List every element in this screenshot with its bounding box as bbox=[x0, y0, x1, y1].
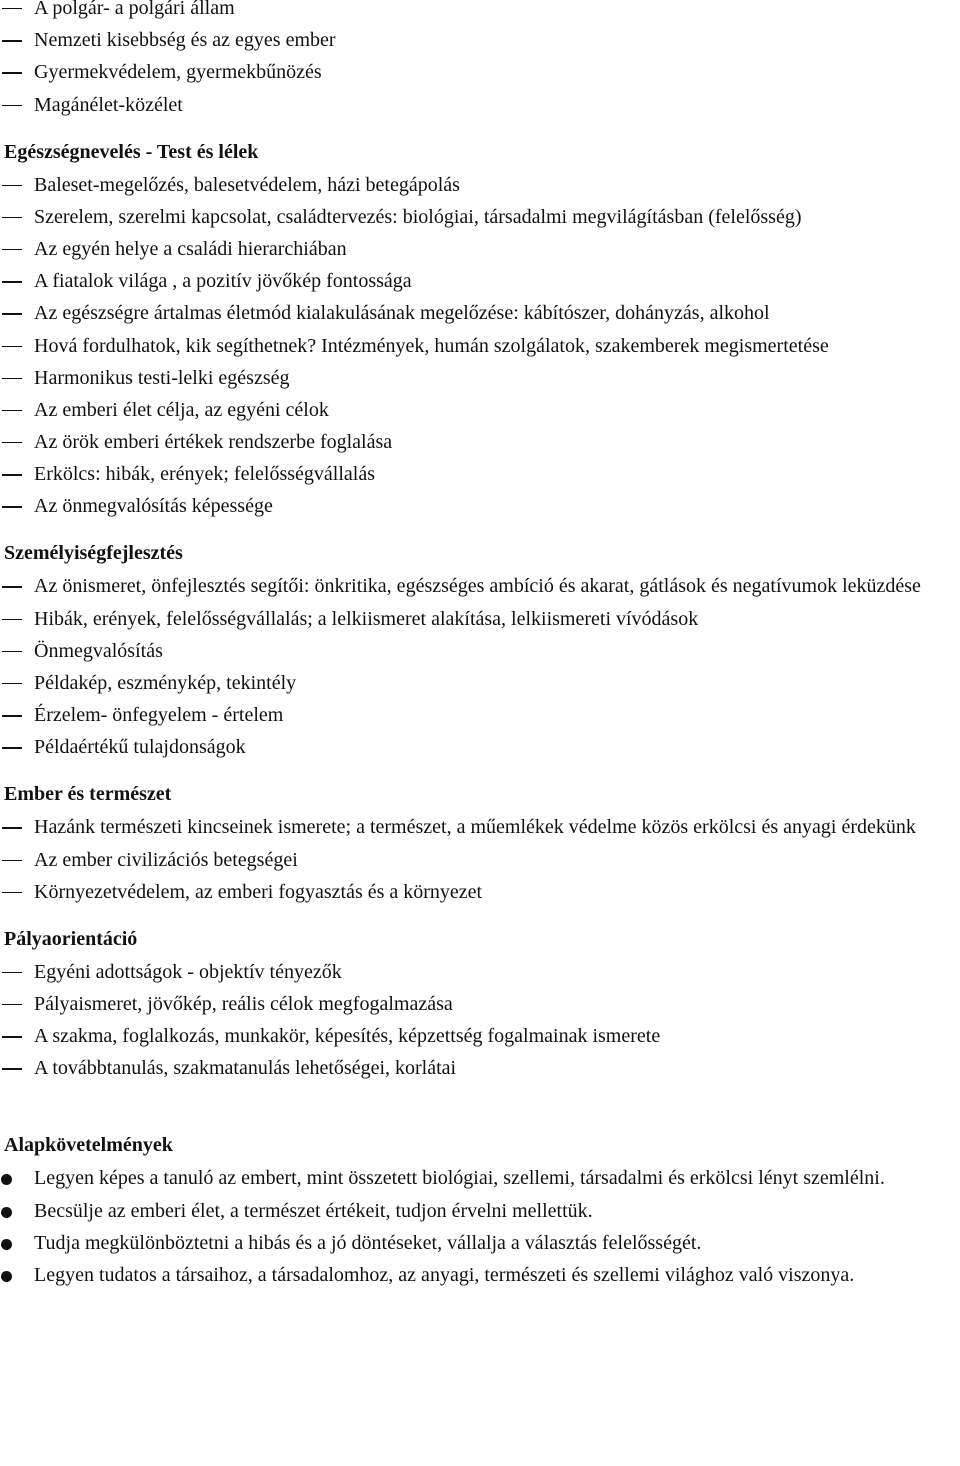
szemelyiseg-list bbox=[0, 572, 958, 762]
list-item: Becsülje az emberi élet, a természet értékeit, tudjon érvelni mellettük. bbox=[34, 1199, 593, 1222]
list-item: A fiatalok világa , a pozitív jövőkép fontossága bbox=[34, 270, 412, 293]
list-item: Egyéni adottságok - objektív tényezők bbox=[34, 960, 342, 983]
list-item: Önmegvalósítás bbox=[34, 639, 163, 662]
list-item: Példaértékű tulajdonságok bbox=[34, 736, 246, 759]
list-item: Az ember civilizációs betegségei bbox=[34, 848, 298, 871]
list-item: Magánélet-közélet bbox=[34, 93, 183, 116]
intro-list bbox=[0, 0, 958, 120]
list-item: Az örök emberi értékek rendszerbe foglalása bbox=[34, 431, 393, 454]
list-item: Példakép, eszménykép, tekintély bbox=[34, 672, 297, 694]
list-item: A szakma, foglalkozás, munkakör, képesítés, képzettség fogalmainak ismerete bbox=[34, 1025, 661, 1048]
ember-termeszet-list bbox=[0, 813, 958, 906]
list-item: Az önmegvalósítás képessége bbox=[34, 495, 273, 518]
list-item: Környezetvédelem, az emberi fogyasztás és a környezet bbox=[34, 880, 483, 903]
list-item: Nemzeti kisebbség és az egyes ember bbox=[34, 29, 336, 52]
section-heading-ember-termeszet: Ember és természet bbox=[4, 783, 172, 806]
list-item: Az egészségre ártalmas életmód kialakulásának megelőzése: kábítószer, dohányzás, alkohol bbox=[34, 302, 770, 325]
list-item: Az emberi élet célja, az egyéni célok bbox=[34, 398, 329, 421]
list-item: Az önismeret, önfejlesztés segítői: önkritika, egészséges ambíció és akarat, gátlások és negatívumok leküzdése bbox=[34, 575, 921, 598]
section-heading-szemelyiseg: Személyiségfejlesztés bbox=[4, 542, 183, 565]
section-heading-alapkovetelmenyek: Alapkövetelmények bbox=[4, 1134, 173, 1157]
list-item: Hová fordulhatok, kik segíthetnek? Intézmények, humán szolgálatok, szakemberek megismertetése bbox=[34, 334, 829, 357]
section-heading-palyaorientacio: Pályaorientáció bbox=[4, 927, 138, 950]
list-item: Legyen képes a tanuló az embert, mint összetett biológiai, szellemi, társadalmi és erkölcsi lényt szemlélni. bbox=[34, 1167, 885, 1190]
list-item: Tudja megkülönböztetni a hibás és a jó döntéseket, vállalja a választás felelősségét. bbox=[34, 1231, 702, 1254]
list-item: Az egyén helye a családi hierarchiában bbox=[34, 237, 347, 260]
list-item: Hibák, erények, felelősségvállalás; a lelkiismeret alakítása, lelkiismereti vívódások bbox=[34, 607, 699, 630]
list-item: Legyen tudatos a társaihoz, a társadalomhoz, az anyagi, természeti és szellemi világhoz való viszonya. bbox=[34, 1263, 855, 1286]
list-item: A polgár- a polgári állam bbox=[34, 0, 235, 19]
list-item: Baleset-megelőzés, balesetvédelem, házi betegápolás bbox=[34, 173, 460, 196]
list-item: Erkölcs: hibák, erények; felelősségvállalás bbox=[34, 463, 375, 486]
list-item: Érzelem- önfegyelem - értelem bbox=[34, 704, 284, 727]
list-item: Gyermekvédelem, gyermekbűnözés bbox=[34, 61, 322, 84]
palyaorientacio-list bbox=[0, 958, 958, 1084]
section-heading-egeszsegneveles: Egészségnevelés - Test és lélek bbox=[4, 140, 259, 163]
list-item: Szerelem, szerelmi kapcsolat, családtervezés: biológiai, társadalmi megvilágításban (felelősség) bbox=[34, 205, 802, 228]
list-item: Hazánk természeti kincseinek ismerete; a természet, a műemlékek védelme közös erkölcsi és anyagi érdekünk bbox=[34, 816, 916, 839]
list-item: A továbbtanulás, szakmatanulás lehetőségei, korlátai bbox=[34, 1057, 457, 1080]
list-item: Pályaismeret, jövőkép, reális célok megfogalmazása bbox=[34, 992, 453, 1015]
alapkovetelmenyek-list bbox=[0, 1164, 958, 1290]
list-item: Harmonikus testi-lelki egészség bbox=[34, 366, 290, 389]
egeszsegneveles-list bbox=[0, 171, 958, 522]
